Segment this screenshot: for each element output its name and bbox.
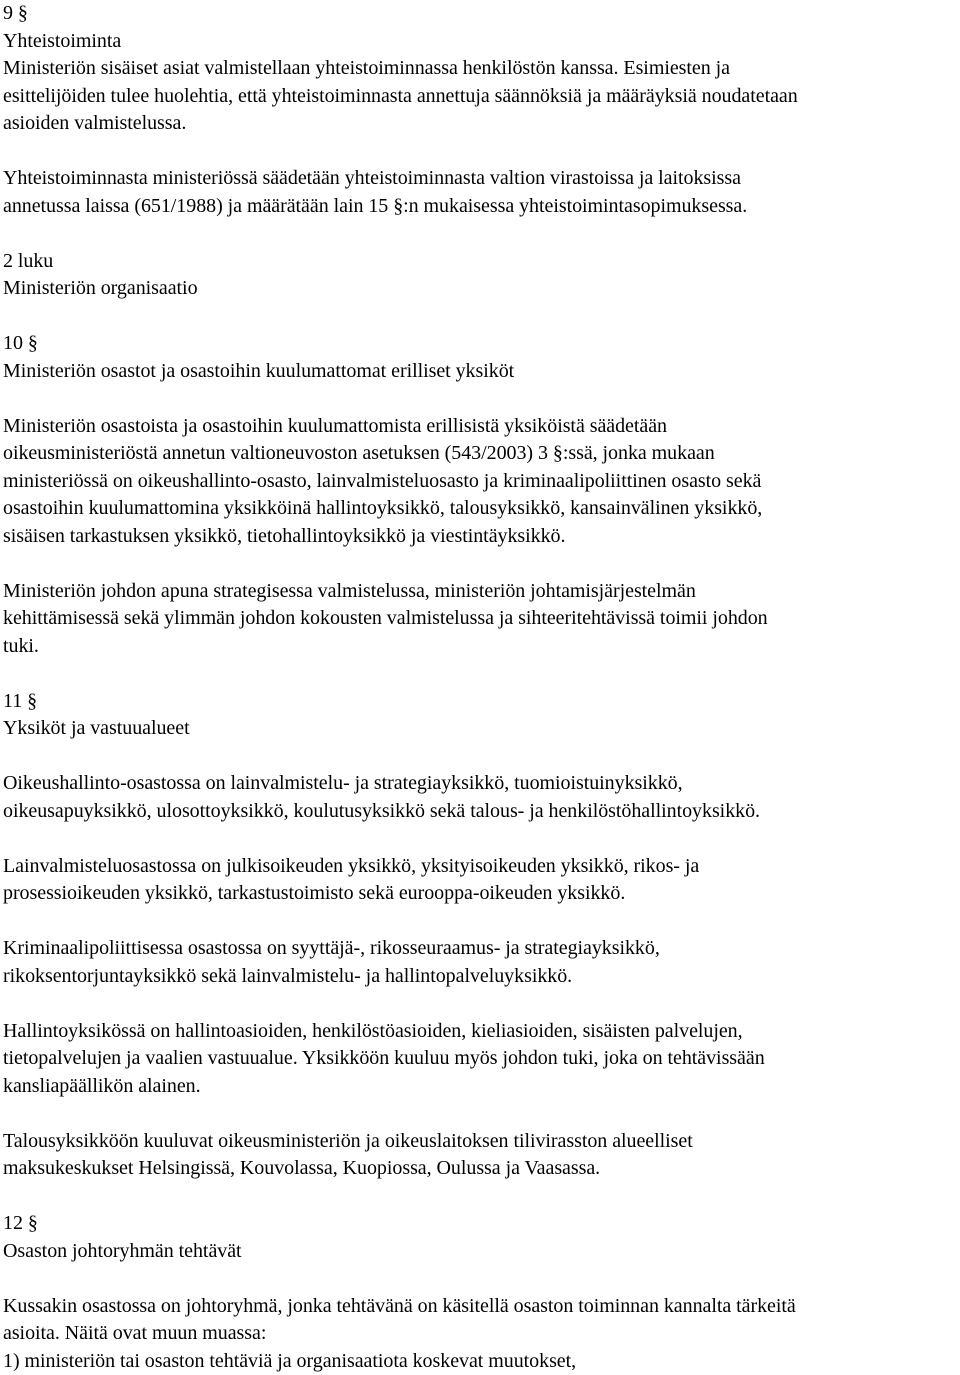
document-page [3, 0, 955, 1375]
section-9-paragraph-2-line-1: Yhteistoiminnasta ministeriössä säädetään yhteistoiminnasta valtion virastoissa ja laitoksissa [3, 165, 955, 193]
section-11-paragraph-3-line-2: rikoksentorjuntayksikkö sekä lainvalmistelu- ja hallintopalveluyksikkö. [3, 963, 955, 991]
section-10-paragraph-1-line-2: oikeusministeriöstä annetun valtioneuvoston asetuksen (543/2003) 3 §:ssä, jonka mukaan [3, 440, 955, 468]
section-11-paragraph-5-line-2: maksukeskukset Helsingissä, Kouvolassa, Kuopiossa, Oulussa ja Vaasassa. [3, 1155, 955, 1183]
spacer [3, 990, 955, 1018]
section-11-paragraph-2-line-2: prosessioikeuden yksikkö, tarkastustoimisto sekä eurooppa-oikeuden yksikkö. [3, 880, 955, 908]
section-10-paragraph-2-line-1: Ministeriön johdon apuna strategisessa valmistelussa, ministeriön johtamisjärjestelmän [3, 578, 955, 606]
section-10-number: 10 § [3, 330, 955, 358]
section-10-paragraph-2-line-2: kehittämisessä sekä ylimmän johdon kokousten valmistelussa ja sihteeritehtävissä toimii johdon [3, 605, 955, 633]
spacer [3, 743, 955, 771]
section-9-paragraph-1-line-1: Ministeriön sisäiset asiat valmistellaan yhteistoiminnassa henkilöstön kanssa. Esimiesten ja [3, 55, 955, 83]
section-10-title: Ministeriön osastot ja osastoihin kuulumattomat erilliset yksiköt [3, 358, 955, 386]
section-9-title: Yhteistoiminta [3, 28, 955, 56]
section-11-paragraph-4-line-2: tietopalvelujen ja vaalien vastuualue. Yksikköön kuuluu myös johdon tuki, joka on tehtävissään [3, 1045, 955, 1073]
chapter-2-number: 2 luku [3, 248, 955, 276]
section-12-paragraph-1-line-2: asioita. Näitä ovat muun muassa: [3, 1320, 955, 1348]
section-9-number: 9 § [3, 0, 955, 28]
section-11-paragraph-4-line-3: kansliapäällikön alainen. [3, 1073, 955, 1101]
section-11-paragraph-5-line-1: Talousyksikköön kuuluvat oikeusministeriön ja oikeuslaitoksen tilivirasston alueelliset [3, 1128, 955, 1156]
section-11-paragraph-1-line-2: oikeusapuyksikkö, ulosottoyksikkö, koulutusyksikkö sekä talous- ja henkilöstöhallintoyksikkö. [3, 798, 955, 826]
section-9-paragraph-1-line-2: esittelijöiden tulee huolehtia, että yhteistoiminnasta annettuja säännöksiä ja määräyksiä noudatetaan [3, 83, 955, 111]
spacer [3, 1100, 955, 1128]
spacer [3, 303, 955, 331]
section-10-paragraph-1-line-4: osastoihin kuulumattomina yksikköinä hallintoyksikkö, talousyksikkö, kansainvälinen yksikkö, [3, 495, 955, 523]
section-11-title: Yksiköt ja vastuualueet [3, 715, 955, 743]
section-11-paragraph-4-line-1: Hallintoyksikössä on hallintoasioiden, henkilöstöasioiden, kieliasioiden, sisäisten palvelujen, [3, 1018, 955, 1046]
section-9-paragraph-2-line-2: annetussa laissa (651/1988) ja määrätään lain 15 §:n mukaisessa yhteistoimintasopimuksessa. [3, 193, 955, 221]
section-10-paragraph-1-line-1: Ministeriön osastoista ja osastoihin kuulumattomista erillisistä yksiköistä säädetään [3, 413, 955, 441]
spacer [3, 550, 955, 578]
section-10-paragraph-2-line-3: tuki. [3, 633, 955, 661]
section-11-number: 11 § [3, 688, 955, 716]
section-12-list-item-1: 1) ministeriön tai osaston tehtäviä ja organisaatiota koskevat muutokset, [3, 1348, 955, 1375]
spacer [3, 908, 955, 936]
spacer [3, 138, 955, 166]
chapter-2-title: Ministeriön organisaatio [3, 275, 955, 303]
section-12-title: Osaston johtoryhmän tehtävät [3, 1238, 955, 1266]
section-9-paragraph-1-line-3: asioiden valmistelussa. [3, 110, 955, 138]
spacer [3, 825, 955, 853]
section-11-paragraph-2-line-1: Lainvalmisteluosastossa on julkisoikeuden yksikkö, yksityisoikeuden yksikkö, rikos- ja [3, 853, 955, 881]
section-10-paragraph-1-line-3: ministeriössä on oikeushallinto-osasto, lainvalmisteluosasto ja kriminaalipoliittinen osasto sekä [3, 468, 955, 496]
section-10-paragraph-1-line-5: sisäisen tarkastuksen yksikkö, tietohallintoyksikkö ja viestintäyksikkö. [3, 523, 955, 551]
spacer [3, 385, 955, 413]
spacer [3, 220, 955, 248]
spacer [3, 1265, 955, 1293]
spacer [3, 1183, 955, 1211]
section-11-paragraph-3-line-1: Kriminaalipoliittisessa osastossa on syyttäjä-, rikosseuraamus- ja strategiayksikkö, [3, 935, 955, 963]
spacer [3, 660, 955, 688]
section-11-paragraph-1-line-1: Oikeushallinto-osastossa on lainvalmistelu- ja strategiayksikkö, tuomioistuinyksikkö, [3, 770, 955, 798]
section-12-number: 12 § [3, 1210, 955, 1238]
section-12-paragraph-1-line-1: Kussakin osastossa on johtoryhmä, jonka tehtävänä on käsitellä osaston toiminnan kannalta tärkeitä [3, 1293, 955, 1321]
